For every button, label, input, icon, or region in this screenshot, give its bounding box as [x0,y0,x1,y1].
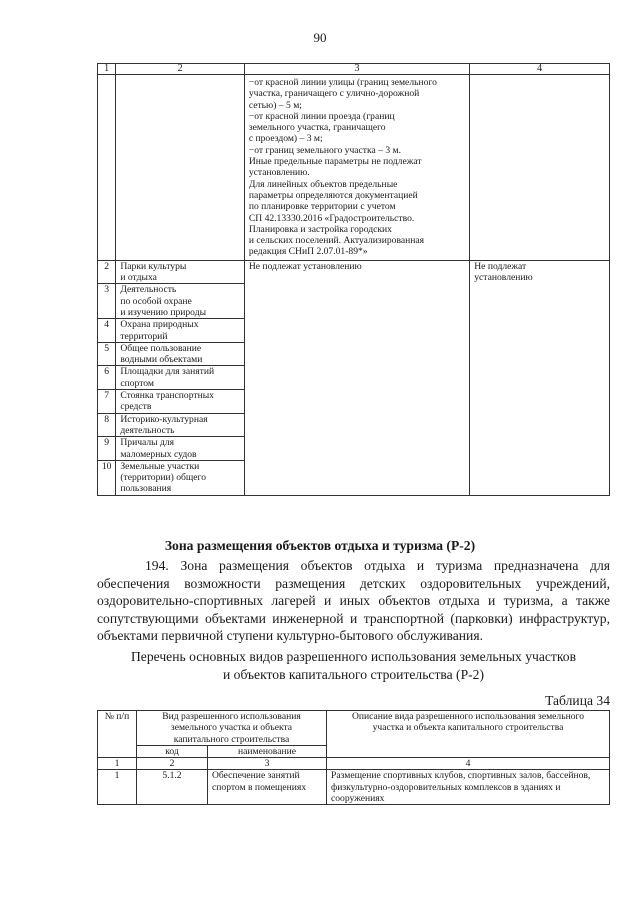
row-use-kind [116,460,245,495]
header-number: № п/п [98,711,137,758]
use-kind-line: средств [120,401,152,413]
setback-parameter-line: Для линейных объектов предельные [248,178,398,190]
header-code: код [137,745,208,757]
row-use-kind [116,413,245,437]
use-kind-line: деятельность [120,424,175,436]
col-number-4: 4 [327,758,610,770]
use-kind-line: водными объектами [120,354,203,366]
use-kind-line: Парки культуры [120,260,187,272]
merged-restrictions-cell [470,260,610,495]
header-kind: Вид разрешенного использования земельного участка и объекта капитального строительства [137,711,327,746]
merged-parameters-cell: Не подлежат установлению [244,260,469,495]
use-kind-line: Деятельность [120,284,177,296]
row-number: 7 [98,390,116,414]
restriction-line: Не подлежат [474,260,527,272]
row-use-kind [116,437,245,461]
setback-parameter-line: установлению. [248,167,310,179]
permitted-uses-table [97,710,610,805]
row-number: 3 [98,284,116,319]
col-number-3: 3 [208,758,327,770]
zone-parameters-table [97,63,610,496]
col-number-4: 4 [470,64,610,75]
zone-description-paragraph [97,557,610,645]
use-kind-line: спортом [120,377,154,389]
setback-parameter-line: −от границ земельного участка – 3 м. [248,144,402,156]
setback-parameter-line: по планировке территории с учетом [248,201,396,213]
row-description: Размещение спортивных клубов, спортивных залов, бассейнов, физкультурно-оздоровительных комплексов в зданиях и сооружениях [327,770,610,805]
setback-parameter-line: параметры определяются документацией [248,189,418,201]
row-number: 5 [98,342,116,366]
col-number-1: 1 [98,64,116,75]
row-use-kind [116,342,245,366]
row-number: 4 [98,319,116,343]
table-row [98,75,610,261]
use-kind-line: по особой охране [120,295,192,307]
table-col-numbers [98,758,610,770]
setback-parameter-line: Иные предельные параметры не подлежат [248,156,422,168]
list-title-line: и объектов капитального строительства (Р-2) [222,666,484,682]
row-number: 10 [98,460,116,495]
row-number: 2 [98,260,116,284]
col-number-2: 2 [137,758,208,770]
setback-parameter-line: Планировка и застройка городских [248,223,392,235]
row-use-kind [116,366,245,390]
use-kind-line: и отдыха [120,272,157,284]
list-title [97,648,610,683]
col-number-3: 3 [244,64,469,75]
use-kind-line: Стоянка транспортных [120,390,214,402]
use-kind-line: территорий [120,330,168,342]
use-kind-line: и изучению природы [120,306,207,318]
row-code: 5.1.2 [137,770,208,805]
use-kind-line: Причалы для [120,437,175,449]
table-caption: Таблица 34 [545,693,610,708]
use-kind-line: Охрана природных [120,319,199,331]
use-kind-line: Земельные участки [120,460,200,472]
row-name: Обеспечение занятий спортом в помещениях [208,770,327,805]
header-description: Описание вида разрешенного использования земельного участка и объекта капитального строительства [327,711,610,758]
use-kind-line: Площадки для занятий [120,366,215,378]
setback-parameter-line: участка, граничащего с улично-дорожной [248,88,420,100]
setback-parameter-line: с проездом) – 3 м; [248,133,323,145]
table-row [98,770,610,805]
row-number: 8 [98,413,116,437]
use-kind-line: (территории) общего [120,472,207,484]
row-use-kind [116,390,245,414]
use-kind-line: маломерных судов [120,448,197,460]
setback-parameter-line: сетью) – 5 м; [248,99,302,111]
restriction-line: установлению [474,272,533,284]
row-number: 1 [98,770,137,805]
row-use-kind [116,319,245,343]
row-use-kind [116,284,245,319]
use-kind-line: пользования [120,483,172,495]
use-kind-line: Историко-культурная [120,413,208,425]
col-number-2: 2 [116,64,245,75]
setback-parameter-line: −от красной линии проезда (границ [248,110,395,122]
setback-parameter-line: СП 42.13330.2016 «Градостроительство. [248,212,415,224]
table-header-row [98,711,610,746]
setback-parameter-line: и сельских поселений. Актуализированная [248,235,425,247]
table-row [98,260,610,284]
row-use-kind [116,260,245,284]
col-number-1: 1 [98,758,137,770]
row-number: 9 [98,437,116,461]
section-title: Зона размещения объектов отдыха и туризма (Р-2) [164,538,476,553]
row-number: 6 [98,366,116,390]
setback-parameter-line: земельного участка, граничащего [248,122,386,134]
paragraph-text: 194. Зона размещения объектов отдыха и туризма предназначена для обеспечения возможности размещения детских оздоровительных учреждений, оздоровительно-спортивных лагерей и иных объектов отдыха и туризма, а также сопутствующими объектами инженерной и транспортной (парковки) инфраструктур, объектами первичной ступени культурно-бытового обслуживания. [97,558,610,644]
header-name: наименование [208,745,327,757]
table-header-row [98,64,610,75]
page-number: 90 [313,30,327,45]
setback-parameter-line: редакция СНиП 2.07.01-89*» [248,246,368,258]
list-title-line: Перечень основных видов разрешенного использования земельных участков [130,649,577,664]
use-kind-line: Общее пользование [120,342,202,354]
setback-parameters-cell [244,75,469,261]
setback-parameter-line: −от красной линии улицы (границ земельного [248,77,437,88]
